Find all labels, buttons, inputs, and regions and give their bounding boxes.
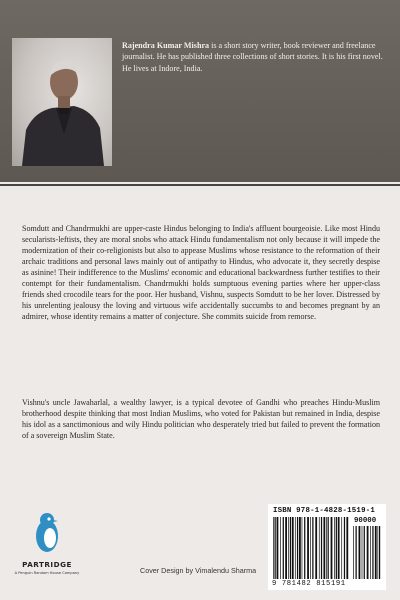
author-panel [0, 0, 400, 182]
publisher-name: PARTRIDGE [22, 560, 72, 569]
author-photo [12, 38, 112, 166]
ean-barcode-bars [272, 517, 350, 579]
synopsis-paragraph-1: Somdutt and Chandrmukhi are upper-caste Hindus belonging to India's affluent bourgeoisie. Like most Hindu secularists-leftists, they are moral snobs who attack Hindu fundamentalism not only because it will impede the modernization of their co-religionists but also to appease Muslims whose resistance to the reformation of their archaic traditions and personal laws mainly out of antipathy to Hindus, who advocate it, they secretly despise as asinine! Their indifference to the Muslims' economic and educational backwardness further testifies to their contempt for their fundamentalism. Chandrmukhi holds sumptuous evening parties where her upper-class friends shed crocodile tears for the poor. Her husband, Vishnu, suspects Somdutt to be her lover. Distressed by his unrelenting jealousy the loving and virtuous wife accidentally succumbs to and becomes pregnant by an admirer, whose identity remains a matter of conjecture. She commits suicide from remorse. [22, 224, 380, 321]
partridge-bird-icon [34, 508, 60, 556]
ean-number: 9 781482 815191 [272, 580, 346, 588]
author-name: Rajendra Kumar Mishra [122, 41, 210, 50]
isbn-number: ISBN 978-1-4828-1519-1 [273, 507, 375, 515]
cover-design-credit: Cover Design by Vimalendu Sharma [140, 566, 257, 575]
barcode-addon-number: 90000 [354, 517, 377, 525]
publisher-logo [14, 508, 80, 588]
author-bio-text: is a short story writer, book reviewer and freelance journalist. He has published three collections of short stories. It is his first novel. He lives at Indore, India. [122, 41, 383, 73]
addon-barcode-bars [352, 526, 382, 579]
barcode [268, 504, 386, 590]
synopsis-paragraph-2: Vishnu's uncle Jawaharlal, a wealthy lawyer, is a typical devotee of Gandhi who preaches Hindu-Muslim brotherhood despite thinking that most Indian Muslims, who voted for Pakistan but remained in India, despise his idol as a sanctimonious and wily Hindu politician who desperately tried but failed to prevent the formation of a sovereign Muslim State. [22, 398, 380, 440]
author-bio [122, 40, 390, 74]
publisher-tagline: A Penguin Random House Company [14, 571, 80, 575]
divider [0, 184, 400, 186]
